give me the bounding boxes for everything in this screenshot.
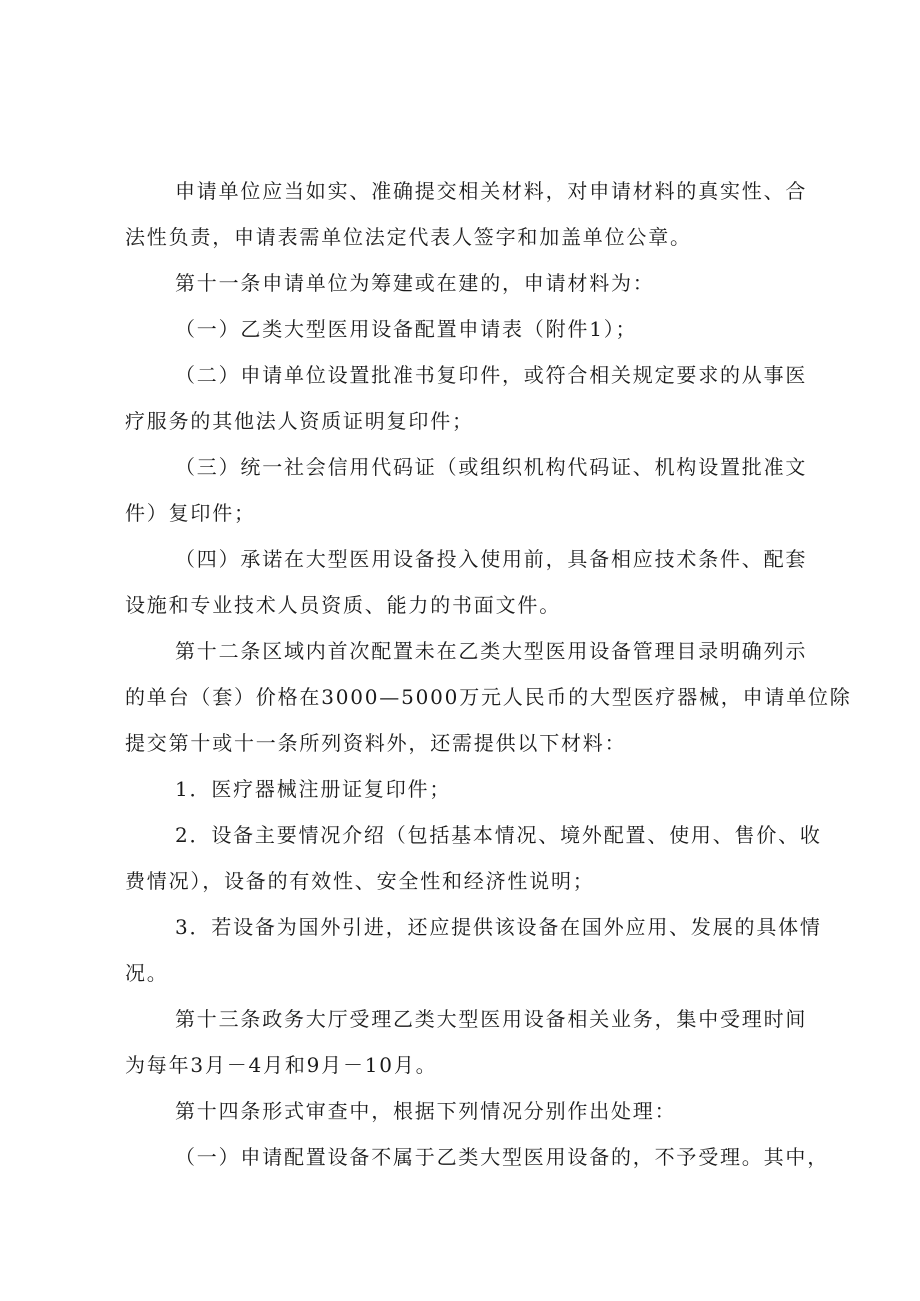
paragraph-line: 申请单位应当如实、准确提交相关材料，对申请材料的真实性、合: [175, 179, 808, 203]
list-item-continuation: 设施和专业技术人员资质、能力的书面文件。: [125, 593, 561, 617]
list-item: （三）统一社会信用代码证（或组织机构代码证、机构设置批准文: [175, 455, 808, 479]
list-item-continuation: 疗服务的其他法人资质证明复印件；: [125, 409, 474, 433]
numbered-item: 1．医疗器械注册证复印件；: [175, 777, 452, 801]
list-item: （四）承诺在大型医用设备投入使用前，具备相应技术条件、配套: [175, 547, 808, 571]
numbered-item: 3．若设备为国外引进，还应提供该设备在国外应用、发展的具体情: [175, 915, 822, 939]
list-item: （二）申请单位设置批准书复印件，或符合相关规定要求的从事医: [175, 363, 808, 387]
paragraph-line: 法性负责，申请表需单位法定代表人签字和加盖单位公章。: [125, 225, 692, 249]
paragraph-line: 为每年3月－4月和9月－10月。: [125, 1053, 438, 1077]
paragraph-line: 提交第十或十一条所列资料外，还需提供以下材料：: [125, 731, 627, 755]
list-item: （一）申请配置设备不属于乙类大型医用设备的，不予受理。其中，: [175, 1145, 829, 1169]
paragraph-line: 的单台（套）价格在3000—5000万元人民币的大型医疗器械，申请单位除: [125, 685, 852, 709]
article-12-heading: 第十二条区域内首次配置未在乙类大型医用设备管理目录明确列示: [175, 639, 808, 663]
numbered-item-continuation: 费情况），设备的有效性、安全性和经济性说明；: [125, 869, 595, 893]
list-item: （一）乙类大型医用设备配置申请表（附件1）；: [175, 317, 638, 341]
list-item-continuation: 件）复印件；: [125, 501, 256, 525]
article-11-heading: 第十一条申请单位为筹建或在建的，申请材料为：: [175, 271, 655, 295]
numbered-item: 2．设备主要情况介绍（包括基本情况、境外配置、使用、售价、收: [175, 823, 822, 847]
article-14-heading: 第十四条形式审查中，根据下列情况分别作出处理：: [175, 1099, 677, 1123]
article-13-heading: 第十三条政务大厅受理乙类大型医用设备相关业务，集中受理时间: [175, 1007, 808, 1031]
numbered-item-continuation: 况。: [125, 961, 169, 985]
